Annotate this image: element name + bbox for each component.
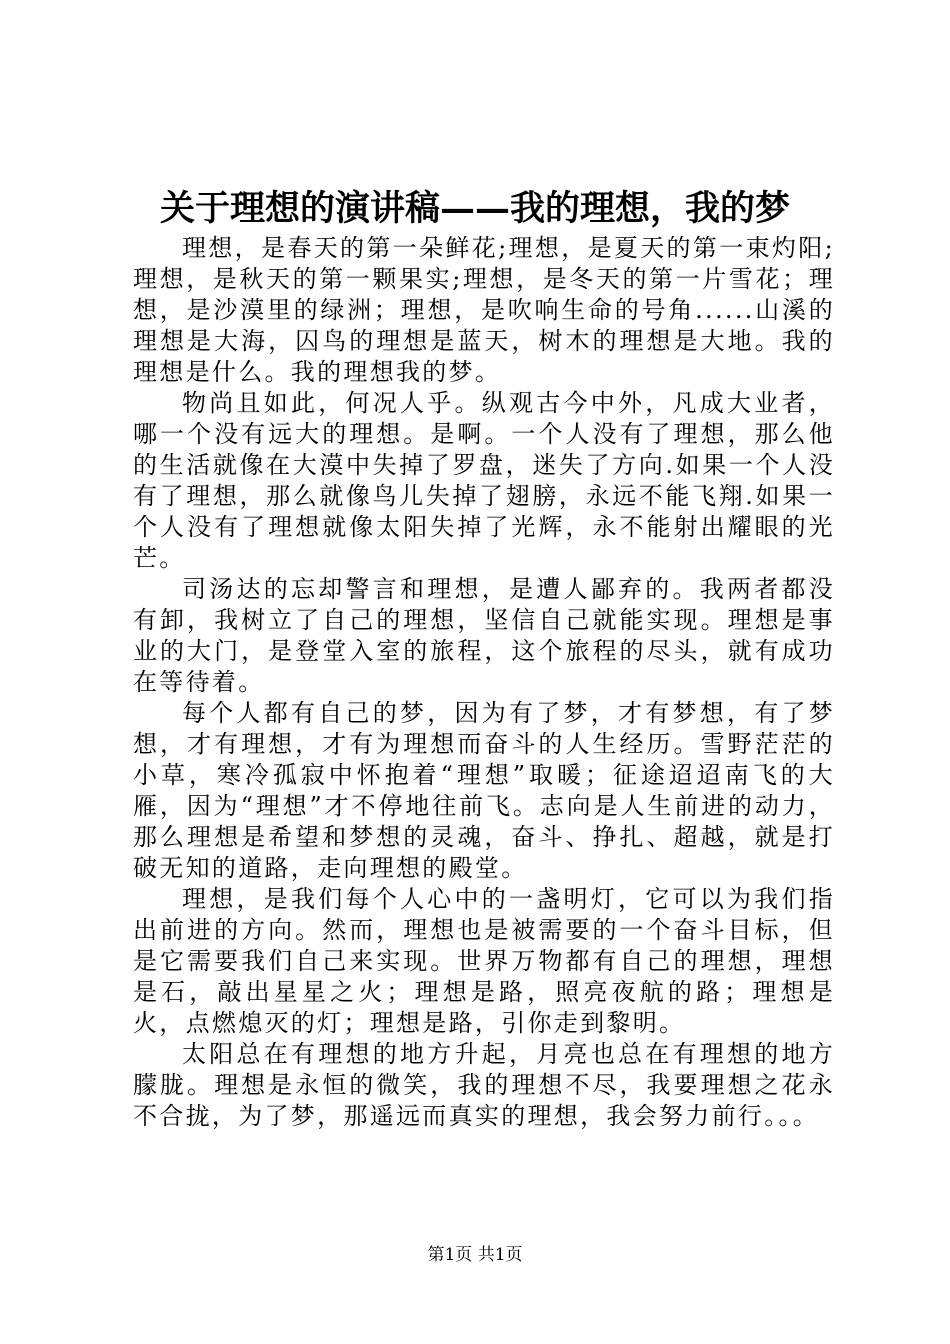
paragraph: 理想，是春天的第一朵鲜花;理想，是夏天的第一束灼阳;理想，是秋天的第一颗果实;理想，是冬天的第一片雪花；理想，是沙漠里的绿洲；理想，是吹响生命的号角......山溪的理想是大海，囚鸟的理想是蓝天，树木的理想是大地。我的理想是什么。我的理想我的梦。 xyxy=(133,234,835,386)
document-body xyxy=(133,233,835,1132)
paragraph: 每个人都有自己的梦，因为有了梦，才有梦想，有了梦想，才有理想，才有为理想而奋斗的人生经历。雪野茫茫的小草，寒冷孤寂中怀抱着“理想”取暖；征途迢迢南飞的大雁，因为“理想”才不停地往前飞。志向是人生前进的动力，那么理想是希望和梦想的灵魂，奋斗、挣扎、超越，就是打破无知的道路，走向理想的殿堂。 xyxy=(133,699,835,882)
paragraph: 太阳总在有理想的地方升起，月亮也总在有理想的地方朦胧。理想是永恒的微笑，我的理想不尽，我要理想之花永不合拢，为了梦，那遥远而真实的理想，我会努力前行。。。 xyxy=(133,1040,835,1130)
document-title: 关于理想的演讲稿——我的理想，我的梦 xyxy=(159,188,790,229)
paragraph: 司汤达的忘却警言和理想，是遭人鄙弃的。我两者都没有卸，我树立了自己的理想，坚信自己就能实现。理想是事业的大门，是登堂入室的旅程，这个旅程的尽头，就有成功在等待着。 xyxy=(133,575,835,696)
page-footer: 第1页 共1页 xyxy=(427,1245,523,1265)
paragraph: 物尚且如此，何况人乎。纵观古今中外，凡成大业者，哪一个没有远大的理想。是啊。一个人没有了理想，那么他的生活就像在大漠中失掉了罗盘，迷失了方向.如果一个人没有了理想，那么就像鸟儿失掉了翅膀，永远不能飞翔.如果一个人没有了理想就像太阳失掉了光辉，永不能射出耀眼的光芒。 xyxy=(133,389,835,572)
paragraph: 理想，是我们每个人心中的一盏明灯，它可以为我们指出前进的方向。然而，理想也是被需要的一个奋斗目标，但是它需要我们自己来实现。世界万物都有自己的理想，理想是石，敲出星星之火；理想是路，照亮夜航的路；理想是火，点燃熄灭的灯；理想是路，引你走到黎明。 xyxy=(133,885,835,1037)
